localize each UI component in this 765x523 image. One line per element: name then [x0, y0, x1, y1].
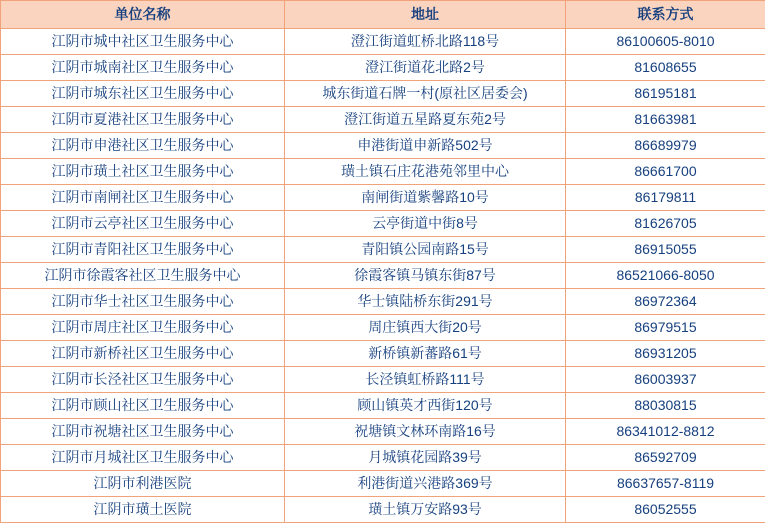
- cell-contact: 86637657-8119: [566, 471, 765, 497]
- cell-unit-name: 江阴市夏港社区卫生服务中心: [1, 107, 285, 133]
- cell-unit-name: 江阴市城东社区卫生服务中心: [1, 81, 285, 107]
- cell-contact: 86931205: [566, 341, 765, 367]
- cell-address: 申港街道申新路502号: [285, 133, 566, 159]
- cell-address: 周庄镇西大街20号: [285, 315, 566, 341]
- table-row: [1, 81, 765, 107]
- cell-unit-name: 江阴市云亭社区卫生服务中心: [1, 211, 285, 237]
- cell-address: 澄江街道五星路夏东苑2号: [285, 107, 566, 133]
- table-row: [1, 289, 765, 315]
- cell-contact: 81608655: [566, 55, 765, 81]
- table-row: [1, 471, 765, 497]
- cell-unit-name: 江阴市利港医院: [1, 471, 285, 497]
- table-row: [1, 497, 765, 523]
- cell-contact: 86915055: [566, 237, 765, 263]
- cell-address: 华士镇陆桥东街291号: [285, 289, 566, 315]
- cell-address: 璜土镇石庄花港苑邻里中心: [285, 159, 566, 185]
- table-header: [1, 1, 765, 29]
- cell-unit-name: 江阴市城南社区卫生服务中心: [1, 55, 285, 81]
- cell-unit-name: 江阴市长泾社区卫生服务中心: [1, 367, 285, 393]
- column-header-name: 单位名称: [1, 1, 285, 29]
- cell-contact: 86100605-8010: [566, 29, 765, 55]
- table-row: [1, 445, 765, 471]
- table-row: [1, 419, 765, 445]
- cell-unit-name: 江阴市璜土医院: [1, 497, 285, 523]
- cell-contact: 86661700: [566, 159, 765, 185]
- cell-address: 城东街道石牌一村(原社区居委会): [285, 81, 566, 107]
- cell-unit-name: 江阴市周庄社区卫生服务中心: [1, 315, 285, 341]
- cell-unit-name: 江阴市华士社区卫生服务中心: [1, 289, 285, 315]
- cell-address: 璜土镇万安路93号: [285, 497, 566, 523]
- cell-address: 澄江街道虹桥北路118号: [285, 29, 566, 55]
- cell-address: 利港街道兴港路369号: [285, 471, 566, 497]
- table-row: [1, 211, 765, 237]
- table-row: [1, 185, 765, 211]
- cell-contact: 88030815: [566, 393, 765, 419]
- cell-unit-name: 江阴市申港社区卫生服务中心: [1, 133, 285, 159]
- cell-contact: 86689979: [566, 133, 765, 159]
- table-row: [1, 315, 765, 341]
- cell-unit-name: 江阴市新桥社区卫生服务中心: [1, 341, 285, 367]
- cell-unit-name: 江阴市璜土社区卫生服务中心: [1, 159, 285, 185]
- cell-address: 澄江街道花北路2号: [285, 55, 566, 81]
- cell-address: 云亭街道中街8号: [285, 211, 566, 237]
- cell-address: 长泾镇虹桥路111号: [285, 367, 566, 393]
- cell-contact: 81663981: [566, 107, 765, 133]
- table-row: [1, 133, 765, 159]
- column-header-address: 地址: [285, 1, 566, 29]
- cell-unit-name: 江阴市顾山社区卫生服务中心: [1, 393, 285, 419]
- cell-contact: 86179811: [566, 185, 765, 211]
- table-row: [1, 159, 765, 185]
- cell-contact: 86341012-8812: [566, 419, 765, 445]
- cell-contact: 86521066-8050: [566, 263, 765, 289]
- cell-address: 月城镇花园路39号: [285, 445, 566, 471]
- cell-address: 新桥镇新蕃路61号: [285, 341, 566, 367]
- table-body: [1, 29, 765, 523]
- cell-unit-name: 江阴市徐霞客社区卫生服务中心: [1, 263, 285, 289]
- table-row: [1, 107, 765, 133]
- cell-unit-name: 江阴市祝塘社区卫生服务中心: [1, 419, 285, 445]
- cell-address: 顾山镇英才西街120号: [285, 393, 566, 419]
- table-row: [1, 341, 765, 367]
- cell-contact: 86972364: [566, 289, 765, 315]
- cell-address: 青阳镇公园南路15号: [285, 237, 566, 263]
- cell-contact: 86052555: [566, 497, 765, 523]
- cell-unit-name: 江阴市城中社区卫生服务中心: [1, 29, 285, 55]
- column-header-contact: 联系方式: [566, 1, 765, 29]
- cell-unit-name: 江阴市月城社区卫生服务中心: [1, 445, 285, 471]
- cell-address: 南闸街道紫馨路10号: [285, 185, 566, 211]
- cell-contact: 86979515: [566, 315, 765, 341]
- cell-unit-name: 江阴市青阳社区卫生服务中心: [1, 237, 285, 263]
- table-row: [1, 29, 765, 55]
- cell-address: 祝塘镇文林环南路16号: [285, 419, 566, 445]
- table-row: [1, 367, 765, 393]
- cell-contact: 81626705: [566, 211, 765, 237]
- table-row: [1, 393, 765, 419]
- table-header-row: [1, 1, 765, 29]
- table-row: [1, 263, 765, 289]
- cell-unit-name: 江阴市南闸社区卫生服务中心: [1, 185, 285, 211]
- cell-contact: 86003937: [566, 367, 765, 393]
- cell-address: 徐霞客镇马镇东街87号: [285, 263, 566, 289]
- table-row: [1, 55, 765, 81]
- table-row: [1, 237, 765, 263]
- cell-contact: 86592709: [566, 445, 765, 471]
- cell-contact: 86195181: [566, 81, 765, 107]
